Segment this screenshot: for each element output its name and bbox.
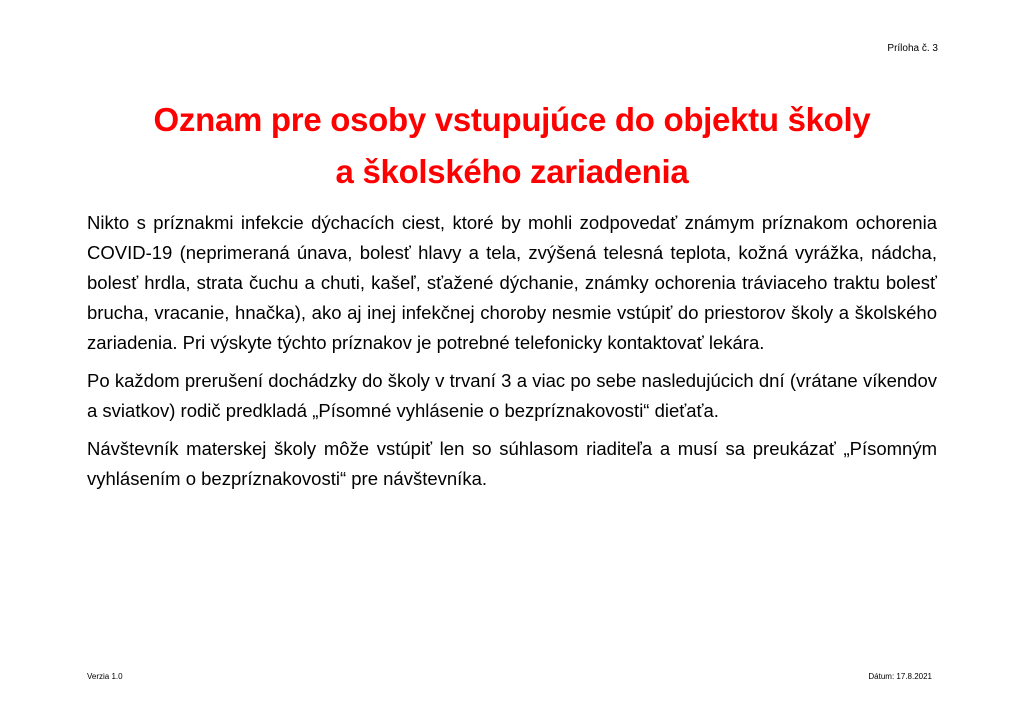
page-title bbox=[60, 94, 964, 198]
footer-date: Dátum: 17.8.2021 bbox=[868, 672, 932, 681]
paragraph-symptoms: Nikto s príznakmi infekcie dýchacích ciest, ktoré by mohli zodpovedať známym príznakom ochorenia COVID-19 (neprimeraná únava, bolesť hlavy a tela, zvýšená telesná teplota, kožná vyrážka, nádcha, bolesť hrdla, strata čuchu a chuti, kašeľ, sťažené dýchanie, známky ochorenia tráviaceho traktu bolesť brucha, vracanie, hnačka), ako aj inej infekčnej choroby nesmie vstúpiť do priestorov školy a školského zariadenia. Pri výskyte týchto príznakov je potrebné telefonicky kontaktovať lekára. bbox=[87, 212, 937, 353]
title-line-2: a školského zariadenia bbox=[335, 153, 689, 190]
annex-label: Príloha č. 3 bbox=[887, 43, 938, 54]
footer-version: Verzia 1.0 bbox=[87, 672, 123, 681]
notice-body bbox=[87, 208, 937, 502]
title-line-1: Oznam pre osoby vstupujúce do objektu školy bbox=[153, 101, 871, 138]
paragraph-absence: Po každom prerušení dochádzky do školy v trvaní 3 a viac po sebe nasledujúcich dní (vrátane víkendov a sviatkov) rodič predkladá „Písomné vyhlásenie o bezpríznakovosti“ dieťaťa. bbox=[87, 370, 937, 421]
paragraph-visitors: Návštevník materskej školy môže vstúpiť len so súhlasom riaditeľa a musí sa preukázať „Písomným vyhlásením o bezpríznakovosti“ pre návštevníka. bbox=[87, 438, 937, 489]
